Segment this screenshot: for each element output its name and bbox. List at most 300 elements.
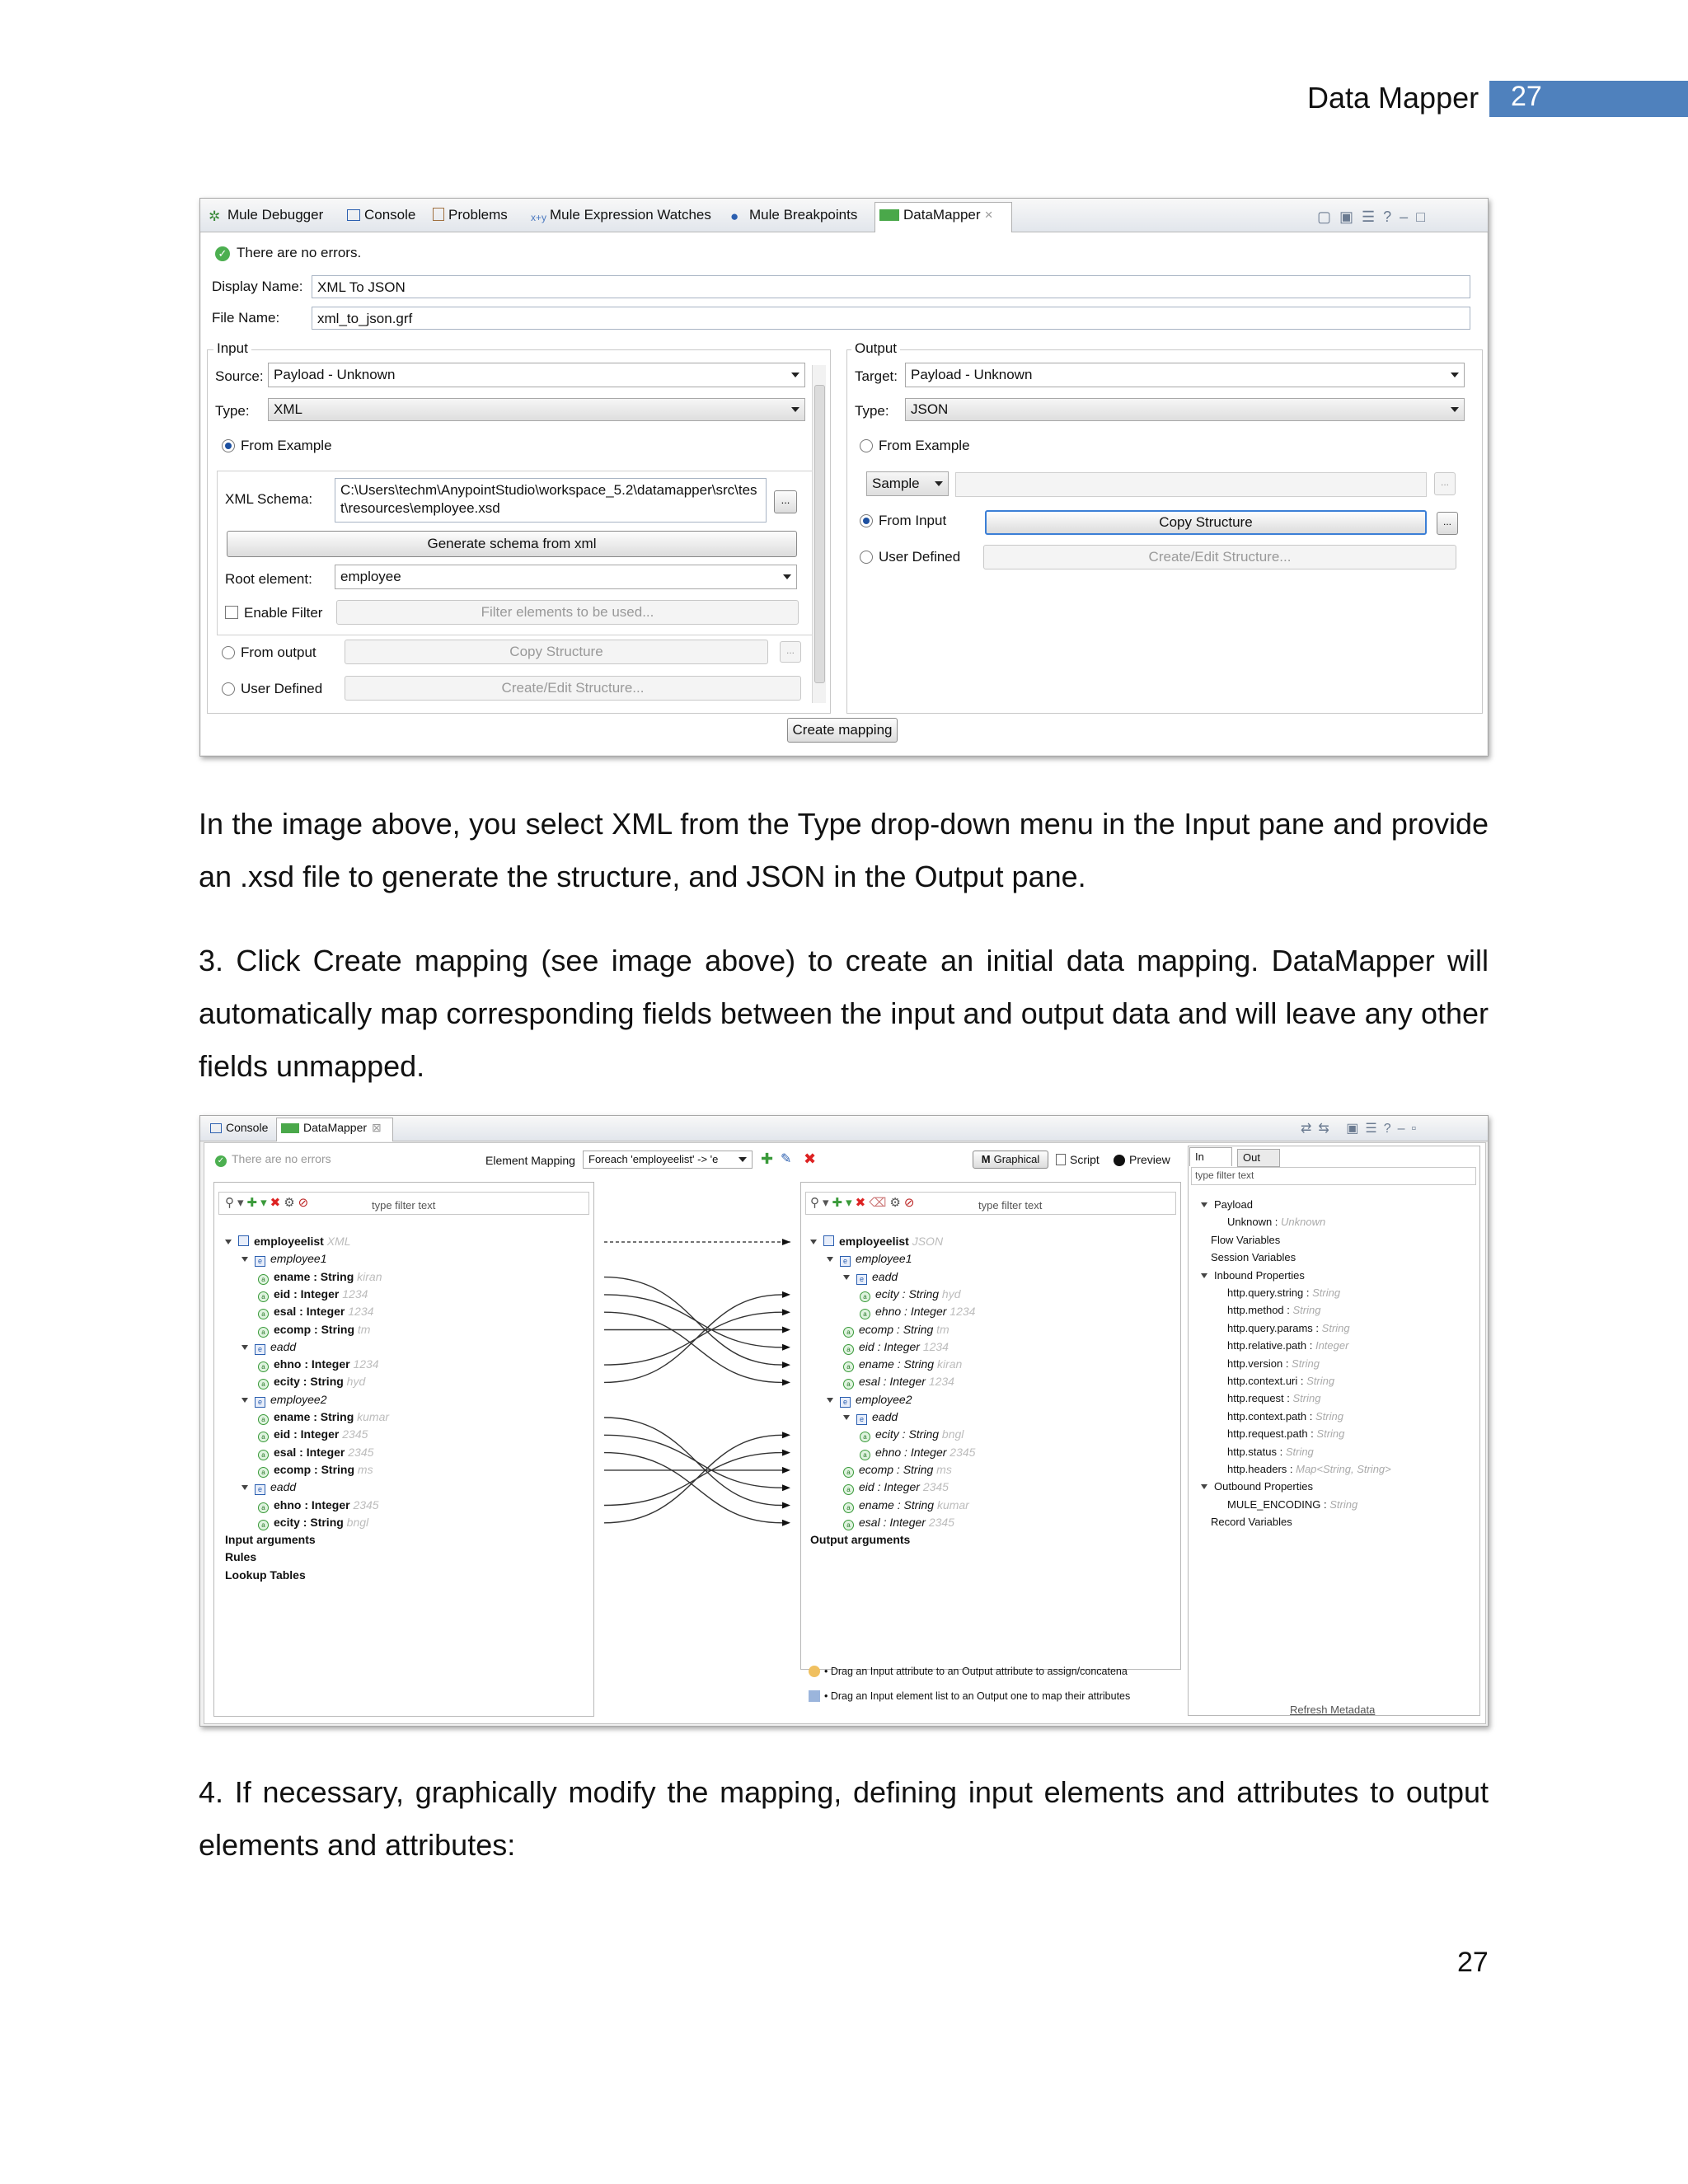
attribute-icon: a [843, 1467, 854, 1478]
sample-select[interactable] [866, 471, 949, 496]
tab-label: Console [364, 207, 416, 223]
target-label: Target: [855, 368, 898, 384]
properties-filter-input[interactable] [1191, 1167, 1476, 1185]
close-icon[interactable]: × [984, 207, 993, 223]
breakpoint-icon: ● [730, 209, 739, 224]
output-tree-item[interactable] [843, 1270, 898, 1285]
tree-item-label: ecity : String [875, 1427, 940, 1441]
from-output-label: From output [241, 644, 316, 660]
property-name: http.request.path : [1227, 1427, 1317, 1441]
xml-schema-label: XML Schema: [225, 491, 313, 507]
tree-item-sample: hyd [939, 1286, 961, 1301]
browse-schema-button[interactable]: ... [774, 490, 797, 513]
property-type: String [1306, 1375, 1335, 1387]
tree-item-sample: 1234 [345, 1305, 374, 1319]
tree-item-sample: 1234 [925, 1375, 954, 1389]
output-type-select[interactable] [905, 398, 1465, 421]
property-item[interactable] [1227, 1304, 1320, 1316]
tree-item-sample: 2345 [345, 1445, 374, 1459]
property-item[interactable] [1227, 1427, 1344, 1440]
property-item[interactable] [1227, 1410, 1343, 1422]
root-element-icon [823, 1235, 834, 1246]
element-icon: e [255, 1344, 265, 1355]
output-filter-input[interactable]: type filter text [978, 1199, 1043, 1212]
attribute-icon: a [258, 1467, 269, 1478]
tab-label: Mule Expression Watches [550, 207, 711, 223]
output-tree-item[interactable] [843, 1340, 949, 1355]
attribute-icon: a [843, 1344, 854, 1355]
tree-item-sample: XML [323, 1235, 351, 1248]
output-copy-ellipsis-button[interactable]: ... [1437, 512, 1458, 535]
input-scrollbar-thumb[interactable] [814, 385, 825, 683]
from-input-label: From Input [879, 513, 947, 528]
property-item[interactable] [1227, 1446, 1314, 1458]
attribute-icon: a [258, 1361, 269, 1372]
tree-item-label: Output arguments [810, 1533, 911, 1547]
output-tree-item[interactable] [827, 1252, 912, 1267]
hide-icon[interactable]: ⊘ [298, 1196, 312, 1210]
graphical-label: Graphical [993, 1153, 1040, 1165]
close-icon[interactable]: ⊠ [372, 1121, 382, 1134]
graphical-icon: M [981, 1153, 991, 1165]
hint-list-icon [809, 1690, 820, 1702]
input-create-edit-button[interactable]: Create/Edit Structure... [345, 676, 801, 701]
property-type: Unknown [1281, 1216, 1326, 1229]
property-type: String [1321, 1321, 1350, 1334]
output-user-defined-radio[interactable] [860, 551, 873, 564]
delete-icon[interactable]: ✖ [855, 1196, 870, 1210]
property-type: String [1316, 1427, 1345, 1441]
tree-item-label: esal : Integer [274, 1445, 345, 1459]
mapping-line[interactable] [604, 1312, 782, 1365]
mapping-arrowhead [782, 1361, 790, 1368]
hint-assign: • Drag an Input attribute to an Output attribute to assign/concatena [809, 1666, 1128, 1677]
property-item[interactable] [1201, 1269, 1305, 1282]
script-view-button[interactable]: Script [1056, 1153, 1100, 1166]
chevron-down-icon [1451, 373, 1459, 377]
file-name-label: File Name: [212, 310, 280, 326]
tree-item-label: employee2 [856, 1392, 912, 1406]
attribute-icon: a [258, 1309, 269, 1319]
input-scrollbar[interactable] [812, 365, 826, 703]
tab-in[interactable] [1189, 1147, 1232, 1166]
element-mapping-label: Element Mapping [485, 1154, 575, 1167]
attribute-icon: a [258, 1379, 269, 1390]
tree-item-label: eid : Integer [859, 1339, 920, 1353]
tree-item-sample: 1234 [946, 1305, 976, 1319]
expand-triangle-icon[interactable] [827, 1398, 833, 1403]
tab-out[interactable] [1237, 1149, 1280, 1167]
tab-label: Mule Debugger [227, 207, 324, 223]
check-icon: ✓ [215, 246, 230, 261]
output-tree-item[interactable] [843, 1463, 952, 1478]
tree-item-label: ecomp : String [274, 1322, 355, 1336]
chevron-down-icon [935, 481, 943, 486]
expand-triangle-icon[interactable] [827, 1257, 833, 1262]
mapping-arrowhead [782, 1450, 790, 1456]
attribute-icon: a [860, 1450, 870, 1460]
sample-value: Sample [872, 476, 920, 491]
tab-label: Console [226, 1121, 269, 1134]
property-name: http.context.path : [1227, 1409, 1315, 1422]
root-element-select[interactable] [335, 565, 797, 589]
property-item[interactable] [1201, 1198, 1253, 1211]
tree-item-label: ecity : String [274, 1515, 344, 1529]
filter-elements-button[interactable]: Filter elements to be used... [336, 600, 799, 625]
output-tree-item[interactable] [843, 1410, 898, 1425]
input-user-defined-radio[interactable] [222, 682, 235, 696]
property-name: Outbound Properties [1214, 1480, 1313, 1493]
attribute-icon: a [843, 1520, 854, 1530]
output-tree-item[interactable] [860, 1427, 964, 1442]
status-message: ✓ There are no errors. [215, 245, 361, 261]
attribute-icon: a [843, 1361, 854, 1372]
source-label: Source: [215, 368, 264, 384]
paragraph-3: 4. If necessary, graphically modify the mapping, defining input elements and attributes to output elements and attributes: [199, 1775, 1489, 1862]
minimize-icon[interactable]: – [1397, 1122, 1412, 1136]
property-name: http.request : [1227, 1392, 1293, 1405]
tree-item-sample: hyd [343, 1375, 366, 1389]
mapping-line[interactable] [604, 1453, 782, 1523]
root-element-value: employee [340, 569, 401, 584]
property-name: Record Variables [1211, 1516, 1292, 1529]
expand-triangle-icon[interactable] [1201, 1484, 1207, 1489]
output-group-legend: Output [851, 340, 900, 357]
sample-path-input[interactable] [955, 472, 1427, 497]
root-element-label: Root element: [225, 571, 312, 587]
chevron-down-icon [783, 574, 791, 579]
running-header-title: Data Mapper [1307, 81, 1479, 115]
tree-item-sample: 1234 [349, 1357, 379, 1371]
tab-mule-breakpoints[interactable] [730, 207, 857, 230]
delete-mapping-icon[interactable]: ✖ [804, 1151, 817, 1167]
expand-triangle-icon[interactable] [843, 1415, 850, 1420]
property-name: Unknown : [1227, 1216, 1282, 1229]
tree-item-sample: 2345 [919, 1480, 949, 1494]
property-item[interactable] [1227, 1339, 1348, 1352]
input-from-example-label: From Example [241, 438, 332, 453]
attribute-icon: a [843, 1484, 854, 1495]
mapping-arrowhead [782, 1327, 790, 1333]
property-name: Session Variables [1211, 1251, 1296, 1264]
output-tree-item[interactable] [843, 1516, 954, 1530]
tree-item-label: ehno : Integer [274, 1357, 350, 1371]
output-tree-item[interactable] [827, 1393, 912, 1408]
tree-item-label: employeelist [254, 1235, 324, 1248]
property-name: http.query.string : [1227, 1286, 1313, 1299]
element-mapping-value: Foreach 'employeelist' -> 'e [588, 1153, 719, 1165]
mapping-line[interactable] [604, 1312, 782, 1382]
property-name: MULE_ENCODING : [1227, 1497, 1330, 1511]
footer-page-number: 27 [1457, 1947, 1489, 1978]
property-name: http.status : [1227, 1445, 1286, 1458]
maximize-icon[interactable]: □ [1416, 209, 1434, 225]
output-tree-toolbar[interactable] [810, 1195, 917, 1210]
tab-label: Mule Breakpoints [749, 207, 858, 223]
input-user-defined-label: User Defined [241, 681, 323, 696]
mapping-arrowhead [782, 1432, 790, 1438]
from-input-radio[interactable] [860, 514, 873, 527]
property-type: Map<String, String> [1296, 1463, 1391, 1475]
output-tree-item[interactable] [843, 1480, 949, 1495]
xml-schema-value: C:\Users\techm\AnypointStudio\workspace_5.2\datamapper\src\test\resources\employee.xsd [340, 482, 757, 516]
view-toolbar-icons[interactable]: ⇄⇆ ▣☰?–▫ [1301, 1122, 1423, 1136]
hint-map-list: • Drag an Input element list to an Output one to map their attributes [809, 1690, 1130, 1702]
datamapper-mapping-screenshot [199, 1115, 1489, 1727]
output-tree-item[interactable] [810, 1235, 943, 1248]
hint-icon [809, 1666, 820, 1677]
expand-triangle-icon[interactable] [843, 1275, 850, 1280]
paragraph-1: In the image above, you select XML from the Type drop-down menu in the Input pane and provide an .xsd file to generate the structure, and JSON in the Output pane. [199, 807, 1489, 893]
property-type: String [1329, 1497, 1358, 1511]
tab-out-label: Out [1243, 1151, 1260, 1164]
enable-filter-checkbox[interactable] [225, 606, 238, 619]
tree-item-sample: kiran [354, 1269, 382, 1283]
attribute-icon: a [843, 1502, 854, 1513]
tree-item-label: ehno : Integer [875, 1305, 947, 1319]
tab-mule-expression-watches[interactable] [531, 207, 711, 230]
property-item[interactable] [1227, 1286, 1340, 1299]
property-item[interactable] [1201, 1480, 1313, 1493]
tree-item-sample: tm [354, 1322, 371, 1336]
property-item[interactable] [1227, 1322, 1350, 1334]
output-tree-item[interactable] [860, 1305, 975, 1319]
input-type-select[interactable] [268, 398, 805, 421]
input-group-legend: Input [213, 340, 251, 357]
property-type: String [1315, 1409, 1343, 1422]
mapping-line[interactable] [604, 1435, 782, 1523]
mapping-line[interactable] [604, 1418, 782, 1506]
tree-item-label: esal : Integer [859, 1375, 926, 1389]
from-output-radio[interactable] [222, 646, 235, 659]
tree-item-sample: kiran [934, 1357, 963, 1371]
search-icon[interactable]: ⚲▾ [225, 1196, 247, 1210]
add-mapping-icon[interactable]: ✚ [761, 1151, 774, 1167]
add-icon[interactable]: ✚▾ [832, 1196, 856, 1210]
property-type: String [1292, 1392, 1321, 1405]
console-icon [347, 209, 360, 221]
tree-item-label: Rules [225, 1550, 257, 1564]
property-type: String [1292, 1357, 1320, 1370]
tree-item-label: eadd [872, 1410, 898, 1423]
display-name-input[interactable] [312, 275, 1470, 298]
property-item[interactable] [1227, 1498, 1357, 1511]
element-icon: e [856, 1274, 867, 1285]
chevron-down-icon [1451, 407, 1459, 412]
hide-icon[interactable]: ⊘ [903, 1196, 918, 1210]
settings-icon[interactable]: ⚙ [284, 1196, 298, 1210]
tree-item-sample: ms [354, 1462, 373, 1476]
attribute-icon: a [258, 1274, 269, 1285]
paragraph-2: 3. Click Create mapping (see image above) to create an initial data mapping. DataMapper will automatically map corresponding fields between the input and output data and will leave any other fields unmapped. [199, 944, 1489, 1083]
datamapper-config-screenshot [199, 198, 1489, 757]
tree-item-sample: 1234 [339, 1286, 368, 1301]
tree-item-label: ecomp : String [859, 1462, 934, 1476]
attribute-icon: a [258, 1520, 269, 1530]
tree-item-sample: JSON [908, 1235, 944, 1248]
property-type: String [1312, 1286, 1341, 1299]
create-mapping-button[interactable]: Create mapping [787, 718, 898, 743]
output-tree-item[interactable] [860, 1446, 975, 1460]
check-icon: ✓ [215, 1155, 227, 1167]
expand-triangle-icon[interactable] [810, 1240, 817, 1244]
output-type-value: JSON [911, 401, 949, 417]
tree-item-label: ecity : String [274, 1375, 344, 1389]
tab-mule-debugger[interactable] [209, 207, 323, 230]
output-copy-structure-button[interactable]: Copy Structure [985, 510, 1427, 535]
search-icon[interactable]: ⚲▾ [810, 1196, 832, 1210]
add-icon[interactable]: ✚▾ [246, 1196, 270, 1210]
output-tree-item[interactable] [843, 1357, 962, 1372]
tree-item-label: ehno : Integer [875, 1445, 947, 1459]
tree-item-sample: ms [933, 1462, 952, 1476]
output-user-defined-label: User Defined [879, 549, 961, 565]
output-tree-item[interactable] [843, 1375, 954, 1390]
source-select[interactable] [268, 363, 805, 387]
property-type: String [1292, 1304, 1321, 1317]
output-tree-item[interactable] [843, 1498, 969, 1513]
tree-item-label: eid : Integer [274, 1286, 340, 1301]
input-copy-structure-button[interactable]: Copy Structure [345, 640, 768, 664]
minimize-icon[interactable]: – [1400, 209, 1417, 225]
clear-icon[interactable]: ⌫ [869, 1196, 890, 1210]
target-select[interactable] [905, 363, 1465, 387]
mapping-arrowhead [782, 1467, 790, 1474]
attribute-icon: a [258, 1414, 269, 1425]
property-item[interactable] [1227, 1216, 1325, 1228]
settings-icon[interactable]: ⚙ [889, 1196, 904, 1210]
property-item[interactable] [1227, 1463, 1391, 1475]
property-type: Integer [1315, 1339, 1349, 1352]
element-icon: e [840, 1256, 851, 1267]
tree-item-label: eid : Integer [274, 1427, 340, 1441]
input-filter-input[interactable]: type filter text [372, 1199, 436, 1212]
property-item[interactable] [1227, 1357, 1320, 1370]
tree-item-sample: 2345 [946, 1445, 976, 1459]
xml-schema-input[interactable] [335, 478, 767, 523]
property-item[interactable] [1227, 1375, 1334, 1387]
source-value: Payload - Unknown [274, 367, 396, 382]
input-type-label: Type: [215, 403, 250, 419]
tree-item-label: eadd [270, 1339, 297, 1353]
tab-datamapper[interactable] [879, 207, 993, 230]
tree-item-sample: 1234 [919, 1339, 949, 1353]
file-name-value: xml_to_json.grf [317, 311, 413, 326]
tree-item-label: eid : Integer [859, 1480, 920, 1494]
sample-ellipsis-button[interactable]: ... [1434, 472, 1456, 495]
mapping-line[interactable] [604, 1277, 782, 1366]
problems-icon [433, 208, 444, 221]
property-name: http.query.params : [1227, 1321, 1322, 1334]
property-name: http.context.uri : [1227, 1375, 1307, 1387]
output-create-edit-button[interactable]: Create/Edit Structure... [983, 545, 1456, 569]
expand-triangle-icon[interactable] [1201, 1202, 1207, 1207]
attribute-icon: a [843, 1327, 854, 1338]
property-type: String [1285, 1445, 1314, 1458]
tab-problems[interactable] [433, 207, 508, 230]
tree-item-sample: 2345 [339, 1427, 368, 1441]
attribute-icon: a [258, 1327, 269, 1338]
property-name: Flow Variables [1211, 1233, 1281, 1246]
tree-item-label: ecomp : String [274, 1462, 355, 1476]
attribute-icon: a [258, 1502, 269, 1513]
property-item[interactable] [1211, 1516, 1292, 1528]
file-name-input[interactable] [312, 307, 1470, 330]
generate-schema-button[interactable]: Generate schema from xml [227, 531, 797, 557]
output-tree-item[interactable] [860, 1287, 961, 1302]
preview-button[interactable]: Preview [1114, 1153, 1170, 1166]
display-name-label: Display Name: [212, 279, 303, 294]
element-icon: e [255, 1397, 265, 1408]
attribute-icon: a [258, 1291, 269, 1302]
property-name: Payload [1214, 1198, 1253, 1211]
edit-mapping-icon[interactable]: ✎ [781, 1152, 792, 1166]
properties-filter-value: type filter text [1195, 1169, 1254, 1181]
tree-item-label: Lookup Tables [225, 1568, 306, 1582]
tree-item-label: ehno : Integer [274, 1497, 350, 1511]
tree-item-label: esal : Integer [274, 1305, 345, 1319]
mapping-arrowhead [782, 1520, 790, 1526]
maximize-icon[interactable]: ▫ [1411, 1122, 1423, 1136]
tree-item-sample: 2345 [925, 1515, 954, 1529]
element-icon: e [255, 1256, 265, 1267]
property-name: http.relative.path : [1227, 1339, 1315, 1352]
output-tree-item[interactable] [843, 1323, 950, 1338]
property-item[interactable] [1227, 1392, 1320, 1404]
tree-item-sample: 2345 [349, 1497, 379, 1511]
tree-item-label: employee2 [270, 1392, 327, 1406]
input-type-value: XML [274, 401, 302, 417]
output-from-example-label: From Example [879, 438, 970, 453]
output-tree-item[interactable] [810, 1533, 910, 1546]
tree-item-label: employee1 [856, 1252, 912, 1266]
tree-item-label: Input arguments [225, 1533, 316, 1547]
delete-icon[interactable]: ✖ [270, 1196, 284, 1210]
element-icon: e [255, 1484, 265, 1495]
tree-item-sample: kumar [354, 1410, 390, 1423]
attribute-icon: a [258, 1432, 269, 1442]
status-message: ✓ There are no errors [215, 1152, 331, 1167]
mapping-arrowhead [782, 1291, 790, 1298]
property-name: http.headers : [1227, 1463, 1296, 1475]
property-item[interactable] [1211, 1234, 1280, 1246]
chevron-down-icon [791, 407, 799, 412]
output-from-example-radio[interactable] [860, 439, 873, 452]
tree-item-sample: bngl [939, 1427, 964, 1441]
tree-item-label: ecity : String [875, 1286, 940, 1301]
input-from-example-radio[interactable] [222, 439, 235, 452]
input-copy-ellipsis-button[interactable]: ... [780, 641, 801, 663]
tree-item-label: ename : String [274, 1410, 354, 1423]
tree-item-label: ename : String [859, 1497, 935, 1511]
property-name: Inbound Properties [1214, 1268, 1305, 1282]
view-toolbar-icons[interactable]: ▢▣☰?–□ [1317, 209, 1434, 225]
mapping-line[interactable] [604, 1453, 782, 1506]
attribute-icon: a [843, 1379, 854, 1390]
tab-console[interactable] [347, 207, 415, 230]
expand-triangle-icon[interactable] [1201, 1273, 1207, 1278]
header-page-number: 27 [1511, 81, 1542, 112]
mapping-line[interactable] [604, 1295, 782, 1383]
refresh-metadata-link[interactable]: Refresh Metadata [1290, 1704, 1376, 1716]
attribute-icon: a [860, 1291, 870, 1302]
mapping-line[interactable] [604, 1435, 782, 1488]
property-item[interactable] [1211, 1251, 1296, 1263]
mapping-line[interactable] [604, 1295, 782, 1347]
attribute-icon: a [860, 1432, 870, 1442]
mapping-arrowhead [782, 1379, 790, 1385]
tree-item-label: esal : Integer [859, 1515, 926, 1529]
